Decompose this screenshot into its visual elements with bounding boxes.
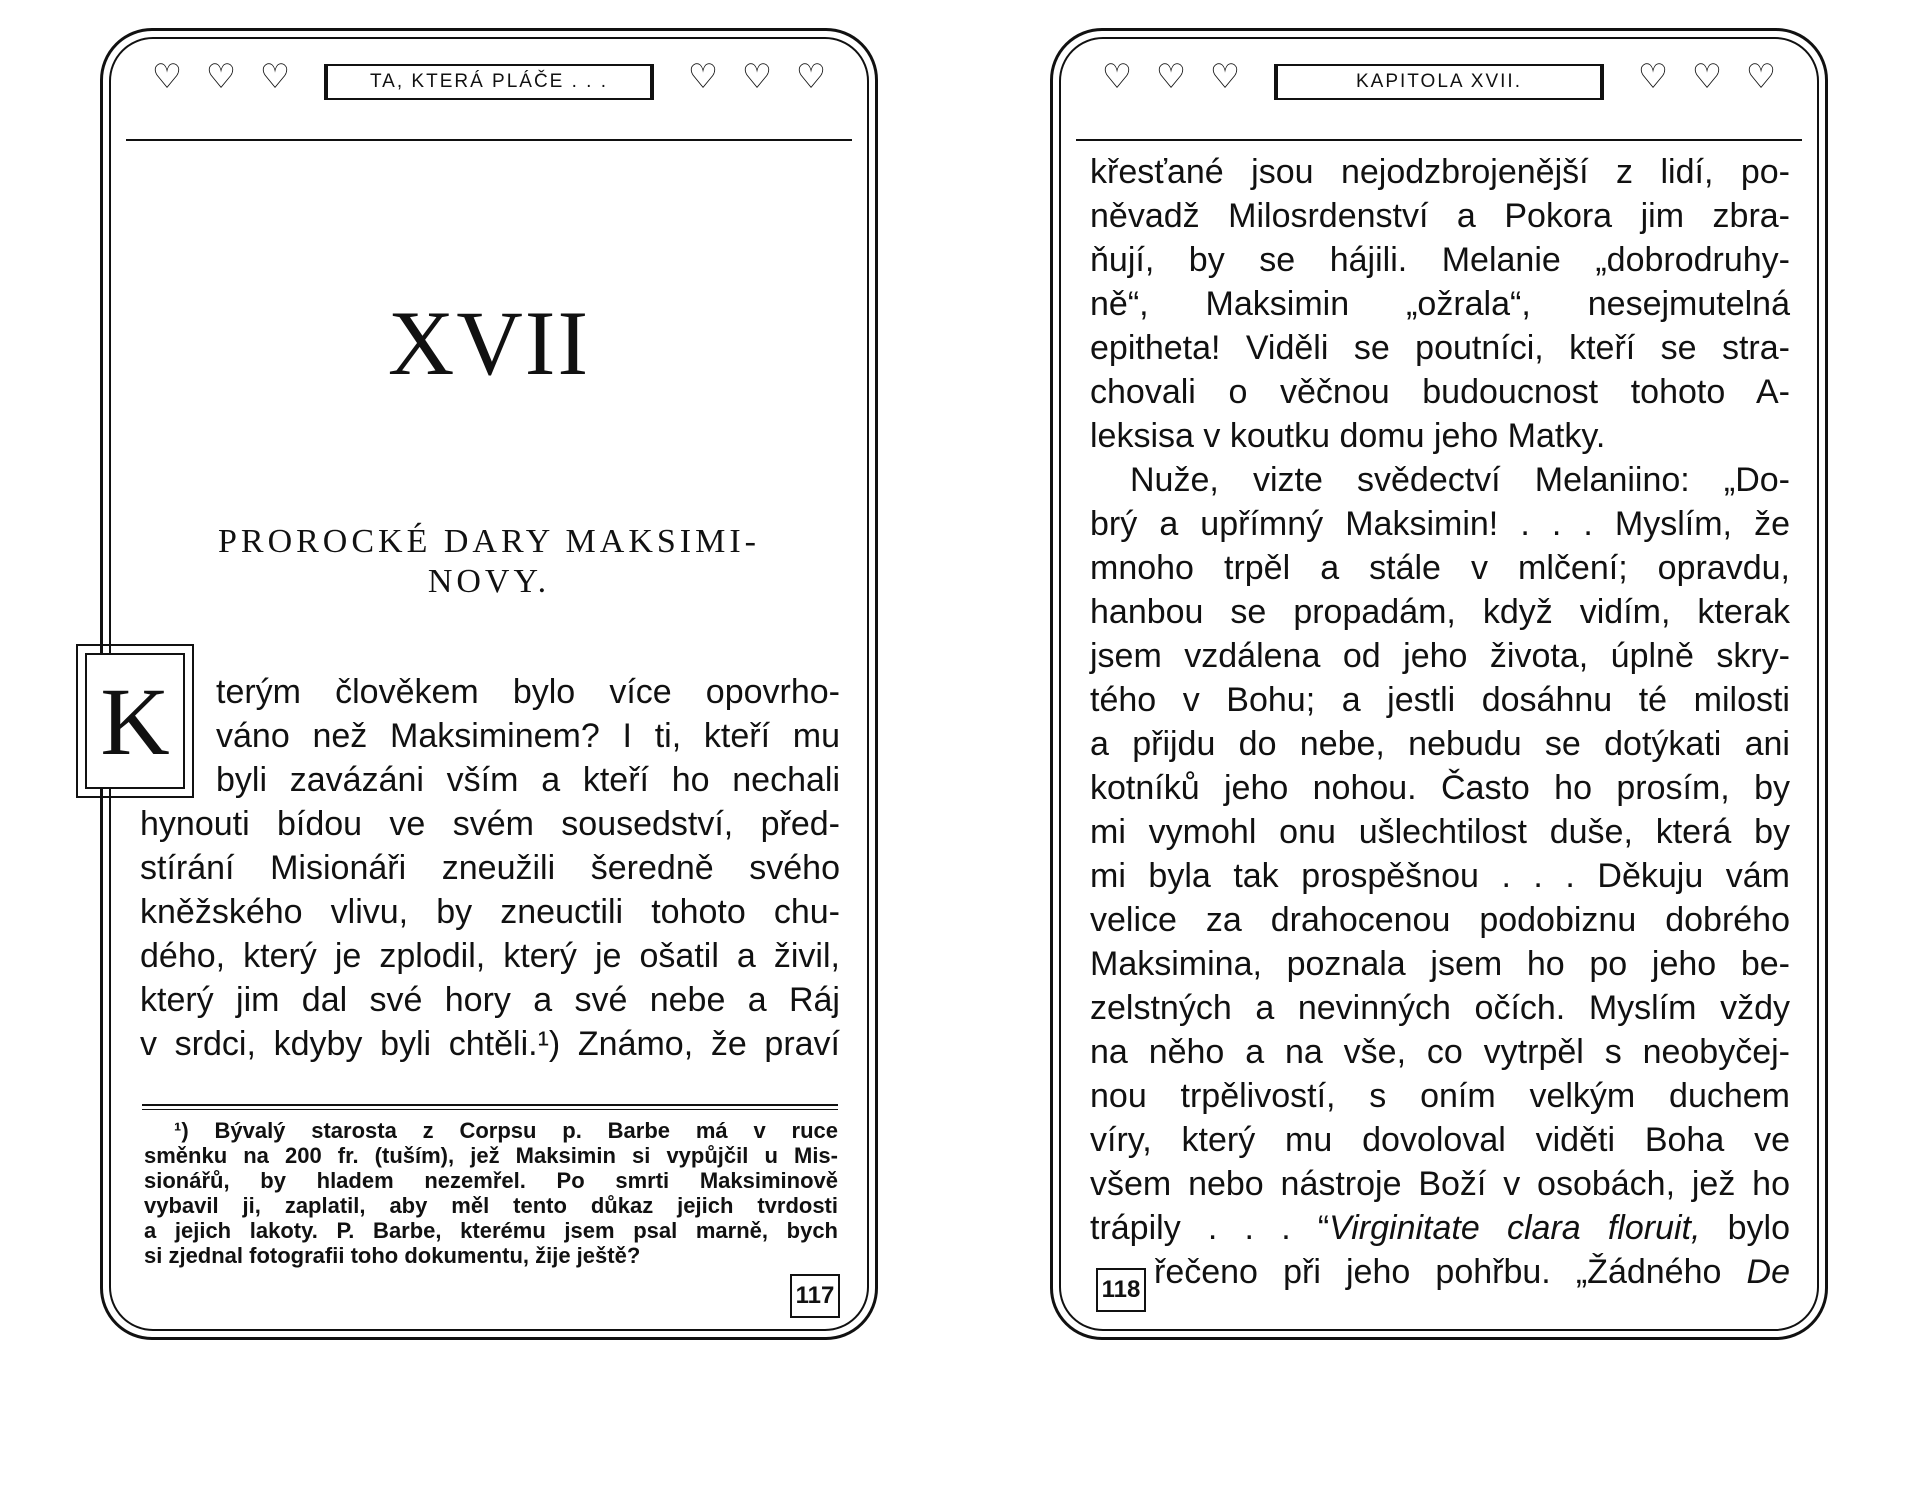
body-text bbox=[1090, 150, 1790, 1294]
text-line: Nuže, vizte svědectví Melaniino: „Do- bbox=[1130, 461, 1790, 499]
heart-icon: ♡ bbox=[1745, 57, 1777, 97]
text-fragment: trápily . . . “ bbox=[1090, 1209, 1330, 1247]
text-line: na něho a na vše, co vytrpěl s neobyčej- bbox=[1090, 1033, 1790, 1071]
footnote bbox=[144, 1118, 838, 1268]
heart-icon: ♡ bbox=[795, 57, 827, 97]
text-line: epitheta! Viděli se poutníci, kteří se stra- bbox=[1090, 329, 1790, 367]
text-line: terým člověkem bylo více opovrho- bbox=[216, 673, 840, 711]
footnote-line: směnku na 200 fr. (tuším), jež Maksimin si vypůjčil u Mis- bbox=[144, 1143, 838, 1168]
heart-icon: ♡ bbox=[151, 57, 183, 97]
heart-icon: ♡ bbox=[1209, 57, 1241, 97]
heart-icon: ♡ bbox=[1155, 57, 1187, 97]
text-line bbox=[1090, 1250, 1790, 1294]
heart-icon: ♡ bbox=[741, 57, 773, 97]
text-line: váno než Maksiminem? I ti, kteří mu bbox=[216, 717, 840, 755]
text-line: stírání Misionáři zneužili šeredně svého bbox=[140, 849, 840, 887]
text-line: kněžského vlivu, by zneuctili tohoto chu- bbox=[140, 893, 840, 931]
footnote-line: a jejich lakoty. P. Barbe, kterému jsem psal marně, bych bbox=[144, 1218, 838, 1243]
latin-quote: Virginitate clara floruit, bbox=[1329, 1209, 1701, 1247]
text-line: brý a upřímný Maksimin! . . . Myslím, že bbox=[1090, 505, 1790, 543]
text-line: dého, který je zplodil, který je ošatil a živil, bbox=[140, 937, 840, 975]
text-line: chovali o věčnou budoucnost tohoto A- bbox=[1090, 373, 1790, 411]
hearts-ornament-left bbox=[150, 57, 292, 97]
text-line: něvadž Milosrdenství a Pokora jim zbra- bbox=[1090, 197, 1790, 235]
text-line: Maksimina, poznala jsem ho po jeho be- bbox=[1090, 945, 1790, 983]
text-line: hynouti bídou ve svém sousedství, před- bbox=[140, 805, 840, 843]
footnote-rule bbox=[142, 1104, 838, 1106]
text-line: zelstných a nevinných očích. Myslím vždy bbox=[1090, 989, 1790, 1027]
hearts-ornament-right bbox=[1636, 57, 1778, 97]
text-fragment: řečeno při jeho pohřbu. „Žádného bbox=[1154, 1253, 1747, 1291]
footnote-line: sionářů, by hladem nezemřel. Po smrti Maksiminově bbox=[144, 1168, 838, 1193]
text-line: ně“, Maksimin „ožrala“, nesejmutelná bbox=[1090, 285, 1790, 323]
footnote-line: vybavil ji, zaplatil, aby měl tento důkaz jejich tvrdosti bbox=[144, 1193, 838, 1218]
heart-icon: ♡ bbox=[259, 57, 291, 97]
page-number: 118 bbox=[1096, 1268, 1146, 1312]
text-line: hanbou se propadám, když vidím, kterak bbox=[1090, 593, 1790, 631]
heart-icon: ♡ bbox=[1637, 57, 1669, 97]
hearts-ornament-right bbox=[686, 57, 828, 97]
text-line: ňují, by se hájili. Melanie „dobrodruhy- bbox=[1090, 241, 1790, 279]
page-header bbox=[1062, 52, 1816, 114]
running-head: KAPITOLA XVII. bbox=[1274, 64, 1604, 100]
text-line: mnoho trpěl a stále v mlčení; opravdu, bbox=[1090, 549, 1790, 587]
footnote-line: si zjednal fotografii toho dokumentu, žije ještě? bbox=[144, 1243, 641, 1268]
text-line: křesťané jsou nejodzbrojenější z lidí, po- bbox=[1090, 153, 1790, 191]
text-line: v srdci, kdyby byli chtěli.¹) Známo, že praví bbox=[140, 1025, 840, 1063]
text-line: nou trpělivostí, s oním velkým duchem bbox=[1090, 1077, 1790, 1115]
text-line: všem nebo nástroje Boží v osobách, jež ho bbox=[1090, 1165, 1790, 1203]
header-rule bbox=[1076, 139, 1802, 141]
text-line: víry, který mu dovoloval viděti Boha ve bbox=[1090, 1121, 1790, 1159]
text-line: mi vymohl onu ušlechtilost duše, která by bbox=[1090, 813, 1790, 851]
chapter-title-line: PROROCKÉ DARY MAKSIMI- bbox=[217, 523, 761, 560]
body-text bbox=[140, 670, 840, 1066]
text-line: velice za drahocenou podobiznu dobrého bbox=[1090, 901, 1790, 939]
footnote-rule bbox=[142, 1109, 838, 1110]
heart-icon: ♡ bbox=[687, 57, 719, 97]
header-rule bbox=[126, 139, 852, 141]
italic-fragment: De bbox=[1746, 1253, 1790, 1291]
text-line bbox=[1090, 1206, 1790, 1250]
footnote-line: ¹) Bývalý starosta z Corpsu p. Barbe má v ruce bbox=[174, 1118, 838, 1143]
drop-cap: K bbox=[85, 653, 185, 789]
page-header bbox=[112, 52, 866, 114]
text-line: jsem vzdálena od jeho života, úplně skry- bbox=[1090, 637, 1790, 675]
text-line: mi byla tak prospěšnou . . . Děkuju vám bbox=[1090, 857, 1790, 895]
chapter-title-line: NOVY. bbox=[427, 563, 551, 600]
text-line: kotníků jeho nohou. Často ho prosím, by bbox=[1090, 769, 1790, 807]
hearts-ornament-left bbox=[1100, 57, 1242, 97]
text-fragment: bylo bbox=[1700, 1209, 1791, 1247]
text-line: leksisa v koutku domu jeho Matky. bbox=[1090, 417, 1606, 455]
page-number: 117 bbox=[790, 1274, 840, 1318]
left-page bbox=[100, 28, 878, 1340]
chapter-title bbox=[140, 522, 838, 602]
heart-icon: ♡ bbox=[1101, 57, 1133, 97]
text-line: byli zavázáni vším a kteří ho nechali bbox=[216, 761, 840, 799]
text-line: který jim dal své hory a své nebe a Ráj bbox=[140, 981, 840, 1019]
heart-icon: ♡ bbox=[205, 57, 237, 97]
chapter-number: XVII bbox=[387, 292, 591, 394]
text-line: tého v Bohu; a jestli dosáhnu té milosti bbox=[1090, 681, 1790, 719]
heart-icon: ♡ bbox=[1691, 57, 1723, 97]
right-page bbox=[1050, 28, 1828, 1340]
running-head: TA, KTERÁ PLÁČE . . . bbox=[324, 64, 654, 100]
text-line: a přijdu do nebe, nebudu se dotýkati ani bbox=[1090, 725, 1790, 763]
